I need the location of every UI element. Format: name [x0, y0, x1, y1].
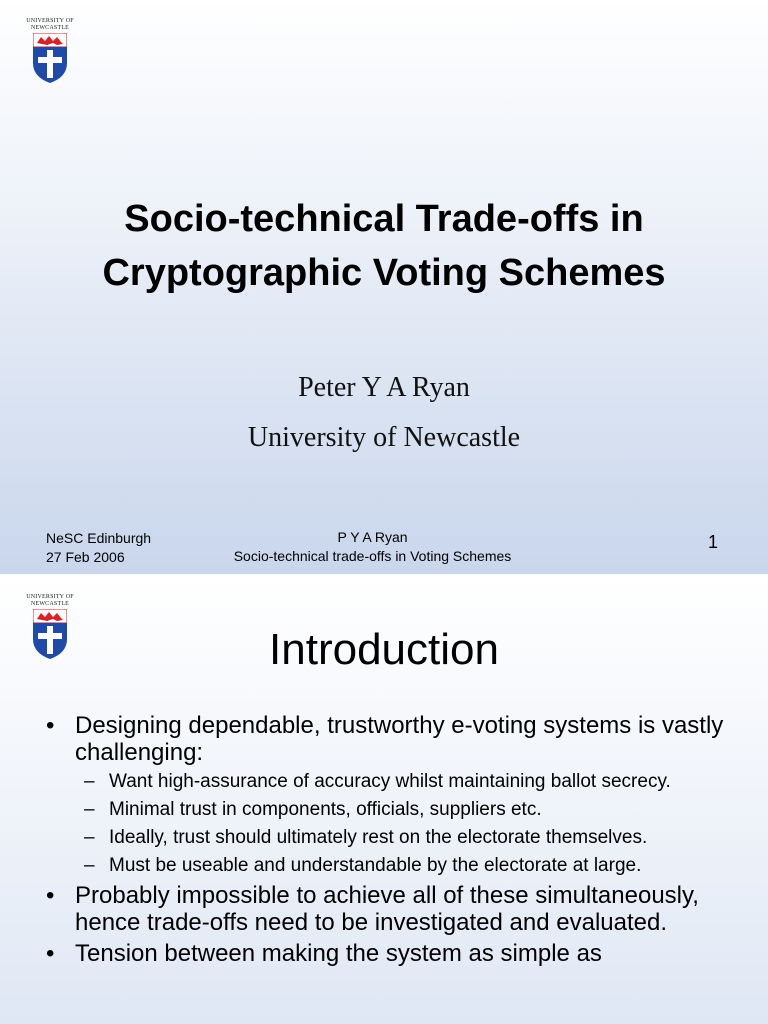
page-number: 1 [708, 532, 719, 552]
dash-icon: – [84, 771, 95, 792]
sub-bullet-list [46, 770, 736, 877]
slide-heading: Introduction [269, 625, 499, 674]
author-name: Peter Y A Ryan [298, 372, 470, 403]
sub-bullet-item: – Minimal trust in components, officials, suppliers etc. [84, 799, 542, 820]
bullet-icon: • [46, 882, 55, 909]
sub-bullet-item: – Want high-assurance of accuracy whilst maintaining ballot secrecy. [84, 771, 671, 792]
university-logo [20, 18, 80, 88]
sub-bullet-item: – Ideally, trust should ultimately rest on the electorate themselves. [84, 827, 648, 848]
bullet-item: • Probably impossible to achieve all of these simultaneously, hence trade-offs need to be investigated and evaluated. [46, 882, 699, 936]
affiliation: University of Newcastle [247, 422, 521, 453]
dash-icon: – [84, 855, 95, 876]
bullet-icon: • [46, 712, 55, 739]
footer-left: NeSC Edinburgh 27 Feb 2006 [46, 530, 152, 565]
footer-center: P Y A Ryan Socio-technical trade-offs in Voting Schemes [233, 529, 512, 564]
dash-icon: – [84, 799, 95, 820]
bullet-item: • Designing dependable, trustworthy e-voting systems is vastly challenging: [46, 712, 724, 766]
logo-text: UNIVERSITY OF NEWCASTLE [26, 594, 74, 607]
sub-bullet-item: – Must be useable and understandable by the electorate at large. [84, 855, 642, 876]
dash-icon: – [84, 827, 95, 848]
slide-title: Socio-technical Trade-offs in Cryptographic Voting Schemes [102, 198, 666, 294]
logo-text: UNIVERSITY OF NEWCASTLE [26, 18, 74, 31]
bullet-icon: • [46, 940, 55, 967]
bullet-item: • Tension between making the system as simple as [46, 940, 602, 967]
shield-icon [33, 33, 67, 83]
bullet-list [46, 712, 736, 971]
